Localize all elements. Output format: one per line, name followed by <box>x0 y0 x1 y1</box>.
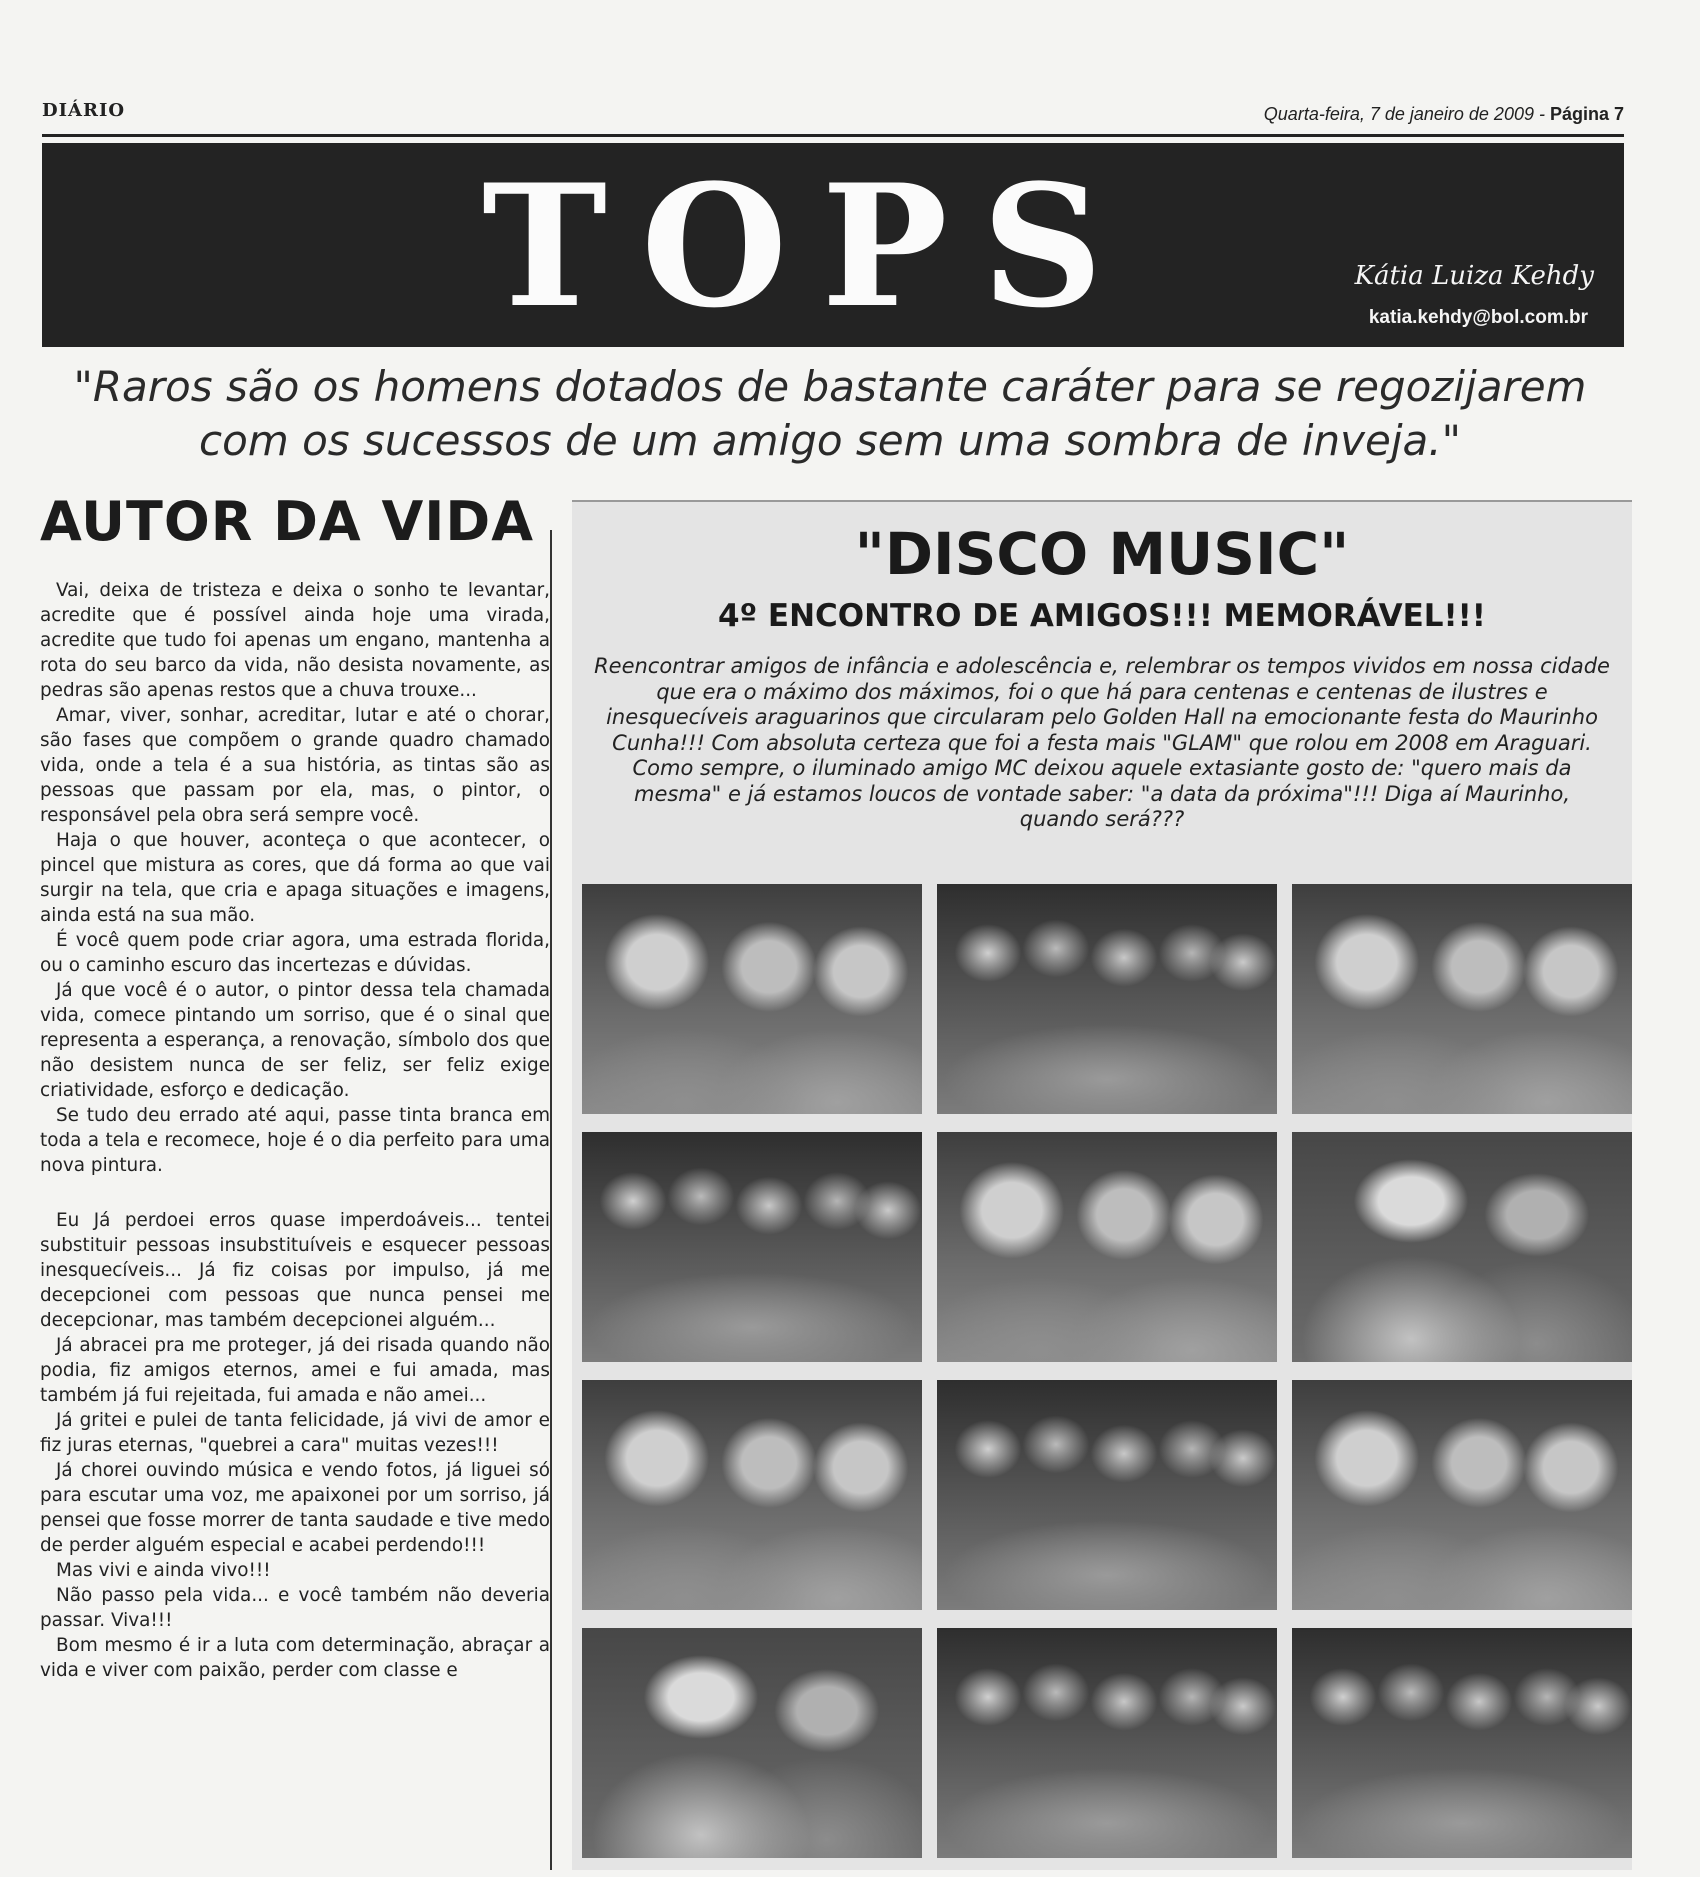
page-date <box>1264 104 1624 125</box>
paragraph: Vai, deixa de tristeza e deixa o sonho te levantar, acredite que é possível ainda hoje uma virada, acredite que tudo foi apenas um engano, mantenha a rota do seu barco da vida, não desista novamente, as pedras são apenas restos que a chuva trouxe... <box>40 580 550 701</box>
epigraph-quote <box>40 360 1620 468</box>
paragraph: Já abracei pra me proteger, já dei risada quando não podia, fiz amigos eternos, amei e fui amada, mas também já fui rejeitada, fui amada e não amei... <box>40 1335 550 1406</box>
author-name: Kátia Luiza Kehdy <box>1354 261 1594 291</box>
paragraph: Haja o que houver, aconteça o que acontecer, o pincel que mistura as cores, que dá forma ao que vai surgir na tela, que cria e apaga situações e imagens, ainda está na sua mão. <box>40 830 550 926</box>
quote-line-2: com os sucessos de um amigo sem uma sombra de inveja." <box>199 416 1461 465</box>
paragraph: Já gritei e pulei de tanta felicidade, já vivi de amor e fiz juras eternas, "quebrei a cara" muitas vezes!!! <box>40 1410 550 1456</box>
paragraph: Já chorei ouvindo música e vendo fotos, já liguei só para escutar uma voz, me apaixonei por um sorriso, já pensei que fosse morrer de tanta saudade e tive medo de perder alguém especial e acabei perdendo!!! <box>40 1460 550 1556</box>
header-rule <box>42 134 1624 137</box>
feature-box <box>572 500 1632 1870</box>
party-photo <box>937 884 1277 1114</box>
party-photo <box>1292 1380 1632 1610</box>
party-photo <box>1292 1132 1632 1362</box>
article-body <box>40 578 550 1683</box>
party-photo <box>937 1132 1277 1362</box>
author-email: katia.kehdy@bol.com.br <box>1368 307 1588 328</box>
quote-line-1: "Raros são os homens dotados de bastante caráter para se regozijarem <box>73 362 1587 411</box>
party-photo <box>937 1628 1277 1858</box>
feature-subtitle: 4º ENCONTRO DE AMIGOS!!! MEMORÁVEL!!! <box>718 598 1486 634</box>
page-number: Página 7 <box>1549 104 1624 124</box>
feature-title: "DISCO MUSIC" <box>854 520 1350 588</box>
paragraph: Não passo pela vida... e você também não deveria passar. Viva!!! <box>40 1585 550 1631</box>
paragraph: Se tudo deu errado até aqui, passe tinta branca em toda a tela e recomece, hoje é o dia perfeito para uma nova pintura. <box>40 1105 550 1176</box>
article-heading: AUTOR DA VIDA <box>40 490 535 553</box>
photo-grid <box>582 884 1632 1868</box>
paragraph: É você quem pode criar agora, uma estrada florida, ou o caminho escuro das incertezas e dúvidas. <box>40 930 550 976</box>
party-photo <box>582 884 922 1114</box>
paragraph: Mas vivi e ainda vivo!!! <box>56 1560 271 1581</box>
paragraph: Eu Já perdoei erros quase imperdoáveis... tentei substituir pessoas insubstituíveis e esquecer pessoas inesquecíveis... Já fiz coisas por impulso, já me decepcionei com pessoas que nunca pensei me decepcionar, mas também decepcionei alguém... <box>40 1210 550 1331</box>
feature-intro: Reencontrar amigos de infância e adolescência e, relembrar os tempos vividos em nossa cidade que era o máximo dos máximos, foi o que há para centenas e centenas de ilustres e inesquecíveis araguarinos que circularam pelo Golden Hall na emocionante festa do Maurinho Cunha!!! Com absoluta certeza que foi a festa mais "GLAM" que rolou em 2008 em Araguari. Como sempre, o iluminado amigo MC deixou aquele extasiante gosto de: "quero mais da mesma" e já estamos loucos de vontade saber: "a data da próxima"!!! Diga aí Maurinho, quando será??? <box>594 654 1610 831</box>
paragraph: Bom mesmo é ir a luta com determinação, abraçar a vida e viver com paixão, perder com classe e <box>40 1635 550 1681</box>
paragraph: Amar, viver, sonhar, acreditar, lutar e até o chorar, são fases que compõem o grande quadro chamado vida, onde a tela é a sua história, as tintas são as pessoas que passam por ela, mas, o pintor, o responsável pela obra será sempre você. <box>40 705 550 826</box>
newspaper-logo: DIÁRIO <box>42 100 126 121</box>
banner-title: TOPS <box>482 147 1138 345</box>
paragraph: Já que você é o autor, o pintor dessa tela chamada vida, comece pintando um sorriso, que é o sinal que representa a esperança, a renovação, símbolo dos que não desistem nunca de ser feliz, ser feliz exige criatividade, esforço e dedicação. <box>40 980 550 1101</box>
party-photo <box>1292 1628 1632 1858</box>
party-photo <box>937 1380 1277 1610</box>
column-banner <box>42 143 1624 347</box>
party-photo <box>1292 884 1632 1114</box>
party-photo <box>582 1628 922 1858</box>
column-divider <box>550 530 552 1870</box>
party-photo <box>582 1132 922 1362</box>
date-text: Quarta-feira, 7 de janeiro de 2009 - <box>1263 104 1550 124</box>
party-photo <box>582 1380 922 1610</box>
